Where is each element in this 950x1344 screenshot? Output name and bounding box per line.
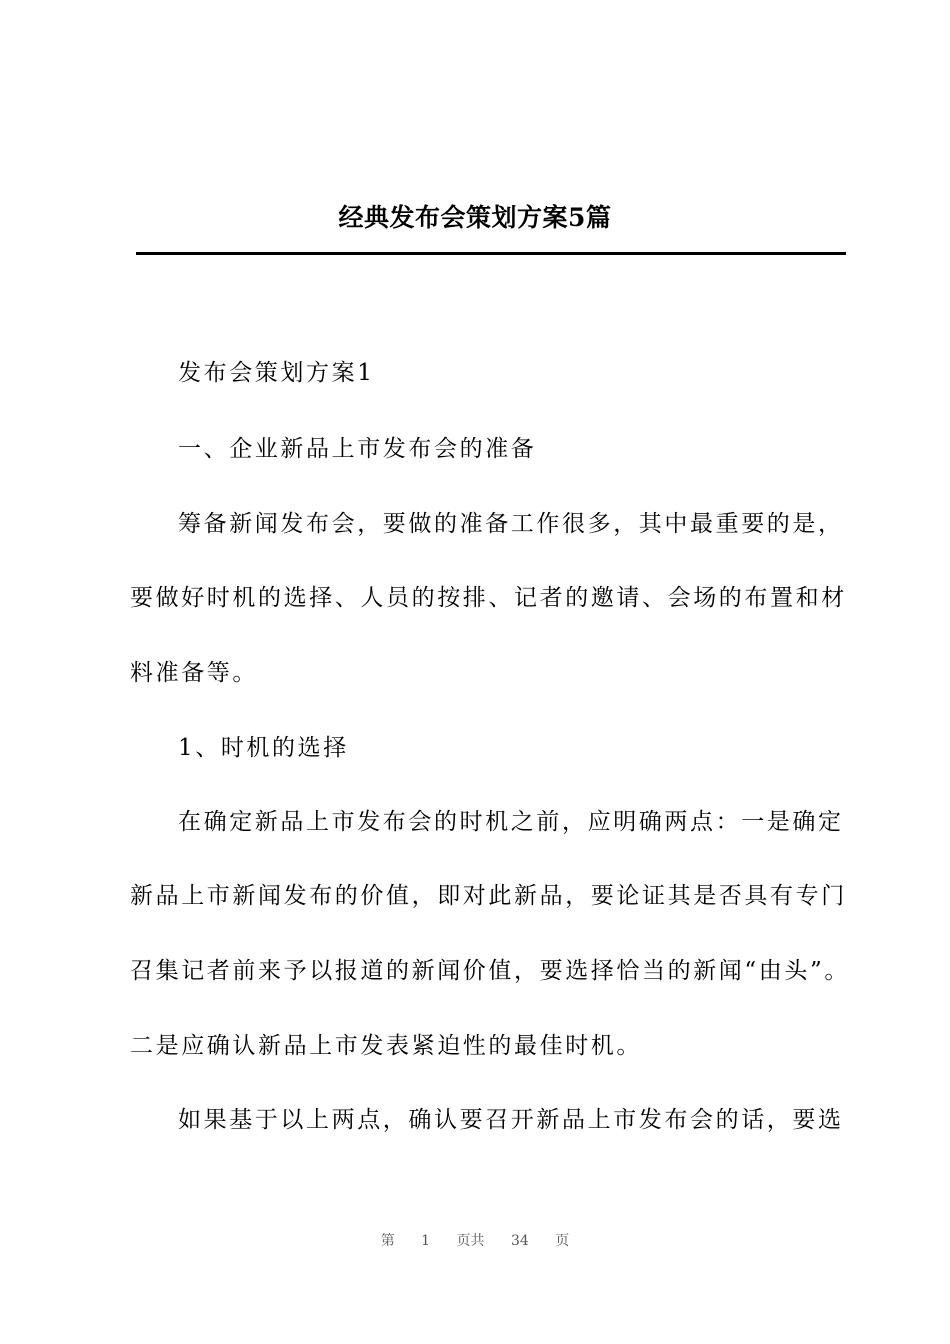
paragraph-line: 料准备等。 bbox=[130, 660, 258, 686]
footer-prefix: 第 bbox=[380, 1233, 395, 1249]
paragraph-line: 筹备新闻发布会，要做的准备工作很多，其中最重要的是， bbox=[178, 511, 844, 537]
paragraph-line: 新品上市新闻发布的价值，即对此新品，要论证其是否具有专门 bbox=[130, 883, 847, 909]
footer-middle: 页共 bbox=[456, 1233, 485, 1249]
footer-total-pages: 34 bbox=[511, 1233, 529, 1249]
section-heading: 发布会策划方案1 bbox=[178, 360, 375, 386]
document-title: 经典发布会策划方案5篇 bbox=[338, 203, 612, 232]
footer-suffix: 页 bbox=[555, 1233, 570, 1249]
paragraph-line: 如果基于以上两点，确认要召开新品上市发布会的话，要选 bbox=[178, 1107, 844, 1133]
title-divider bbox=[136, 252, 846, 255]
paragraph-line: 召集记者前来予以报道的新闻价值，要选择恰当的新闻“由头”。 bbox=[130, 958, 850, 984]
paragraph-line: 在确定新品上市发布会的时机之前，应明确两点：一是确定 bbox=[178, 809, 844, 835]
paragraph-line: 要做好时机的选择、人员的按排、记者的邀请、会场的布置和材 bbox=[130, 585, 847, 611]
footer-page-number: 1 bbox=[421, 1233, 431, 1249]
item-heading: 1、时机的选择 bbox=[178, 735, 349, 761]
subsection-heading: 一、企业新品上市发布会的准备 bbox=[178, 436, 537, 462]
page-footer bbox=[0, 1230, 950, 1250]
paragraph-line: 二是应确认新品上市发表紧迫性的最佳时机。 bbox=[130, 1033, 642, 1059]
